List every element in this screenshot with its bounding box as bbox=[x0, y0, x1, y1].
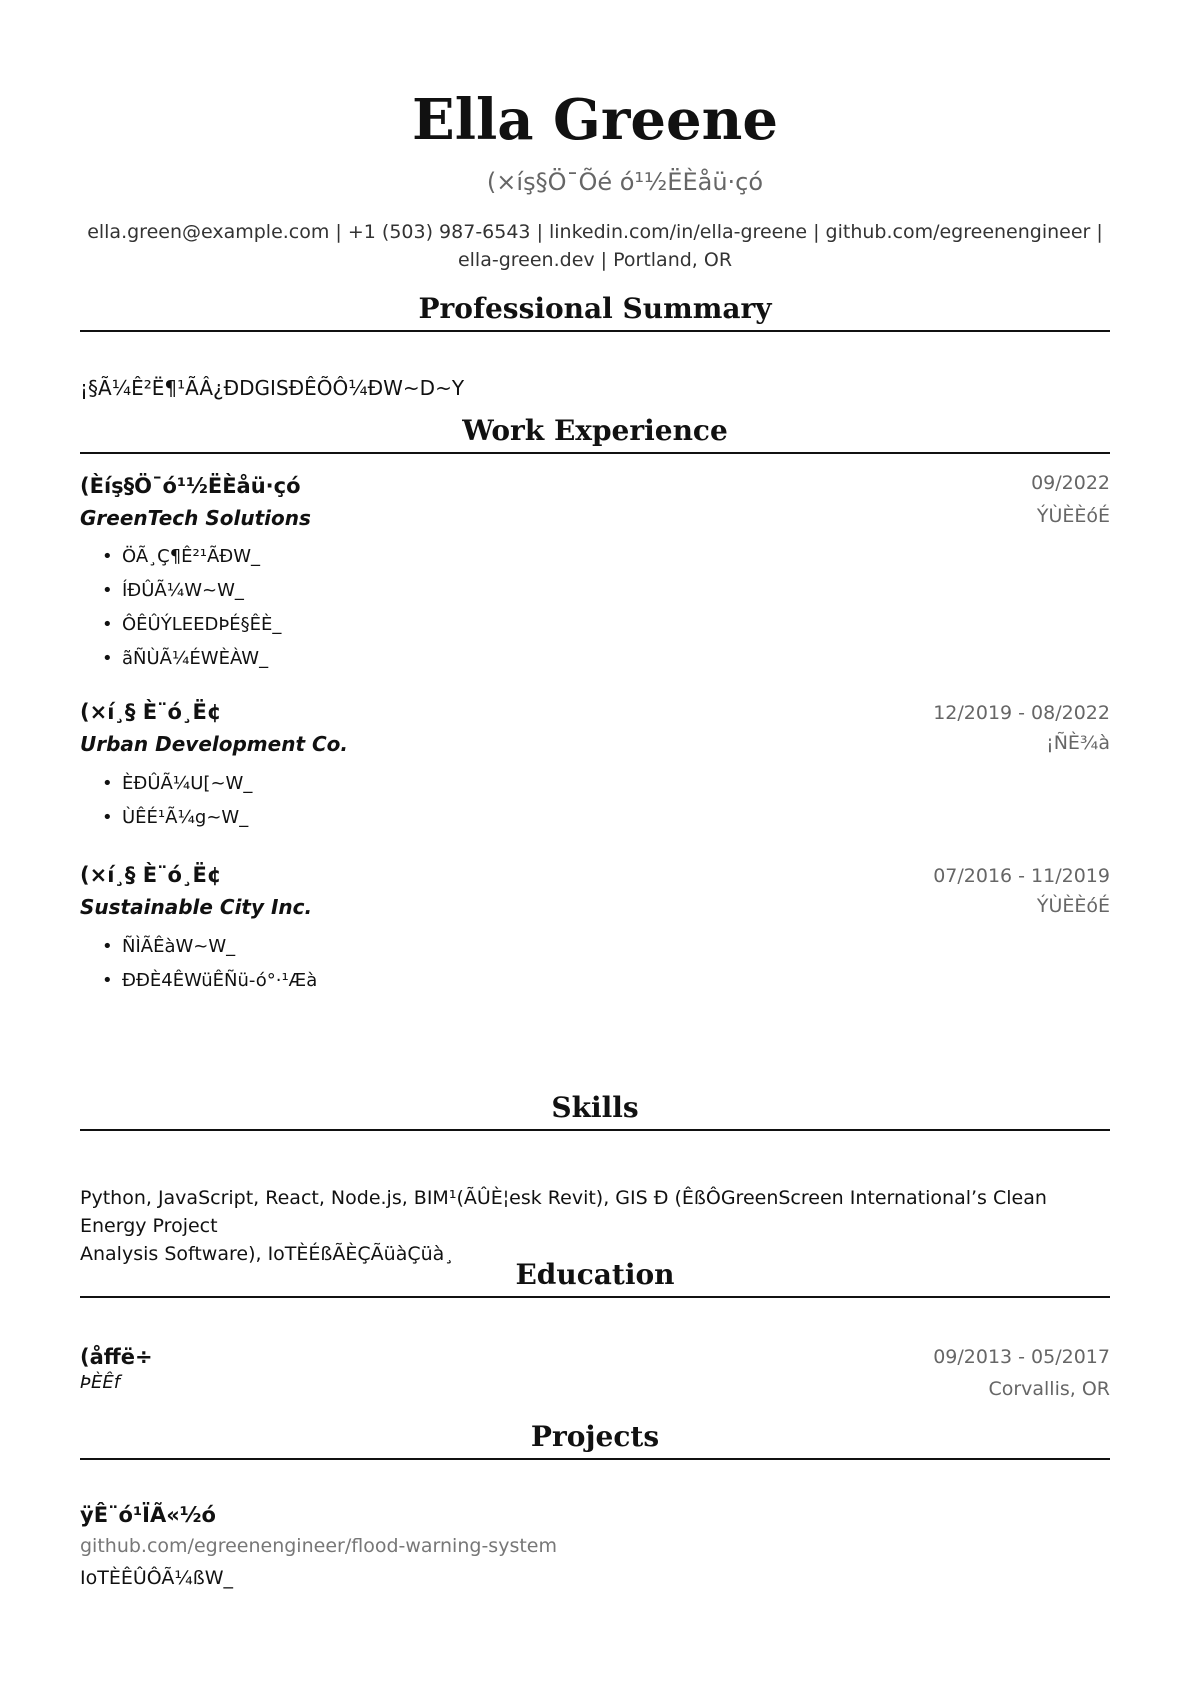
list-item: • ÈÐÛÃ¼U[~W_ bbox=[102, 767, 252, 801]
job-location: ÝÙÈÈóÉ bbox=[1036, 895, 1110, 917]
education-date: 09/2013 - 05/2017 bbox=[933, 1346, 1110, 1368]
job-bullets bbox=[102, 767, 252, 835]
job-date: 12/2019 - 08/2022 bbox=[933, 702, 1110, 724]
list-item: • ÐÐÈ4ÊWüÊÑü-ó°·¹Æà bbox=[102, 964, 317, 998]
project-name: ÿÊ¨ó¹ÏÃ«½ó bbox=[80, 1503, 216, 1527]
summary-section-title: Professional Summary bbox=[418, 292, 772, 325]
skills-line-1: Python, JavaScript, React, Node.js, BIM¹(ÃÛÈ¦esk Revit), GIS Ð (ÊßÔGreenScreen International’s Clean Energy Project bbox=[80, 1187, 1047, 1237]
job-bullets bbox=[102, 540, 281, 676]
project-description: IoTÈÊÛÔÃ¼ßW_ bbox=[80, 1567, 234, 1589]
contact-line-2: ella-green.dev | Portland, OR bbox=[457, 249, 733, 271]
section-divider bbox=[80, 330, 1110, 332]
candidate-headline: (×íş§Ö¯Õé ó¹½ËÈåü·çó bbox=[486, 168, 764, 196]
job-title: (×í¸§ È¨ó¸Ë¢ bbox=[80, 863, 222, 887]
section-divider bbox=[80, 1458, 1110, 1460]
job-company: Sustainable City Inc. bbox=[80, 895, 313, 919]
list-item: • ÖÃ¸Ç¶Ê²¹ÃÐW_ bbox=[102, 540, 281, 574]
projects-section-title: Projects bbox=[530, 1420, 660, 1453]
section-divider bbox=[80, 452, 1110, 454]
education-location: Corvallis, OR bbox=[988, 1378, 1110, 1400]
candidate-name: Ella Greene bbox=[412, 87, 778, 153]
job-company: Urban Development Co. bbox=[80, 732, 348, 756]
list-item: • ÔÊÛÝLEEDÞÉ§ÊÈ_ bbox=[102, 608, 281, 642]
work-section-title: Work Experience bbox=[462, 414, 728, 447]
contact-line-1: ella.green@example.com | +1 (503) 987-6543 | linkedin.com/in/ella-greene | github.com/egreenengineer | bbox=[87, 221, 1103, 243]
education-section-title: Education bbox=[515, 1258, 675, 1291]
section-divider bbox=[80, 1296, 1110, 1298]
skills-section-title: Skills bbox=[551, 1091, 639, 1124]
list-item: • ãÑÙÃ¼ÉWÈÀW_ bbox=[102, 642, 281, 676]
summary-text: ¡§Ã¼Ê²Ë¶¹ÃÂ¿ÐDGISÐÊÕÔ¼ÐW~D~Y bbox=[80, 376, 465, 400]
skills-line-2: Analysis Software), IoTÈÉßÃÈÇÃüàÇüà¸ bbox=[80, 1243, 454, 1265]
education-school: (åffë÷ bbox=[80, 1345, 153, 1369]
education-degree: ÞÈÊf bbox=[80, 1372, 121, 1393]
job-company: GreenTech Solutions bbox=[80, 506, 311, 530]
job-date: 09/2022 bbox=[1031, 472, 1110, 494]
job-location: ÝÙÈÈóÉ bbox=[1036, 505, 1110, 527]
job-date: 07/2016 - 11/2019 bbox=[933, 865, 1110, 887]
section-divider bbox=[80, 1129, 1110, 1131]
list-item: • ÍÐÛÃ¼W~W_ bbox=[102, 574, 281, 608]
job-title: (×í¸§ È¨ó¸Ë¢ bbox=[80, 700, 222, 724]
job-location: ¡ÑÈ¾à bbox=[1046, 732, 1110, 754]
list-item: • ÑÌÃÊàW~W_ bbox=[102, 930, 317, 964]
job-bullets bbox=[102, 930, 317, 998]
skills-text bbox=[80, 1184, 1110, 1268]
contact-info bbox=[80, 218, 1110, 274]
job-title: (Èíş§Ö¯ó¹½ËÈåü·çó bbox=[80, 474, 301, 498]
project-link[interactable]: github.com/egreenengineer/flood-warning-system bbox=[80, 1535, 557, 1557]
list-item: • ÙÊÉ¹Ã¼g~W_ bbox=[102, 801, 252, 835]
